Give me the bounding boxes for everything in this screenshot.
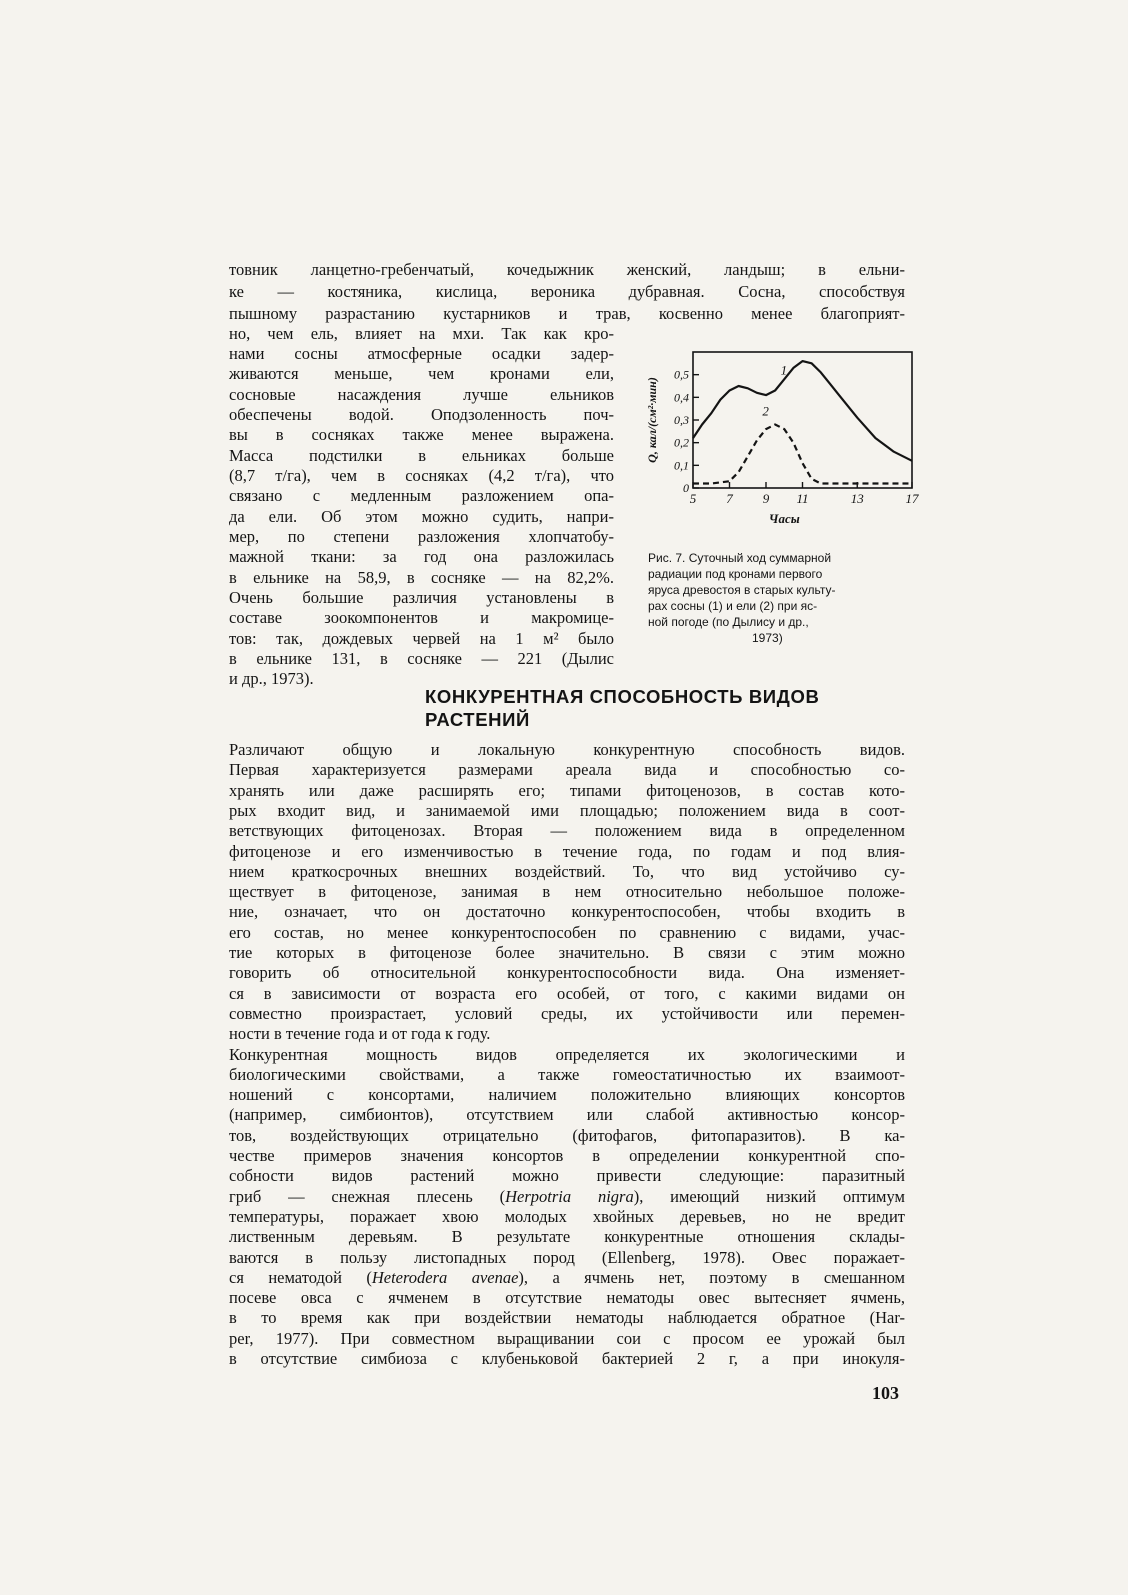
text-line: (например, симбионтов), отсутствием или слабой активностью консор-: [229, 1105, 905, 1125]
section-heading: КОНКУРЕНТНАЯ СПОСОБНОСТЬ ВИДОВ: [425, 686, 820, 707]
text-line: ке — костяника, кислица, вероника дубравная. Сосна, способствуя: [229, 282, 905, 301]
text-line: тие которых в фитоценозе более значительно. В связи с этим можно: [229, 943, 905, 962]
text-line: Первая характеризуется размерами ареала вида и способностью со-: [229, 760, 905, 780]
text-line: лиственным деревьям. В результате конкурентные отношения склады-: [229, 1227, 905, 1247]
text-line: рых входит вид, и занимаемой ими площадью; положением вида в соот-: [229, 800, 905, 820]
radiation-chart: [630, 340, 930, 525]
text-line: ние, означает, что он достаточно конкурентоспособен, чтобы входить в: [229, 902, 905, 922]
text-line: гриб — снежная плесень (Herpotria nigra), имеющий низкий оптимум: [229, 1186, 905, 1206]
text-line: нами сосны атмосферные осадки задер-: [229, 344, 614, 363]
series-line-2: [693, 425, 912, 484]
x-tick-label: 5: [689, 491, 697, 506]
x-tick-label: 13: [850, 491, 864, 506]
figure-caption-line: яруса древостоя в старых культу-: [648, 583, 836, 597]
text-line: живаются меньше, чем кронами ели,: [229, 364, 614, 383]
text-line: собности видов растений можно привести следующие: паразитный: [229, 1166, 905, 1186]
y-tick-label: 0,5: [674, 367, 689, 382]
text-line: ности в течение года и от года к году.: [229, 1024, 491, 1044]
text-line: ществует в фитоценозе, занимая в нем относительно небольшое положе-: [229, 882, 905, 902]
text-line: но, чем ель, влияет на мхи. Так как кро-: [229, 324, 614, 343]
y-tick-label: 0,4: [674, 390, 689, 405]
text-line: честве примеров значения консортов в определении конкурентной спо-: [229, 1146, 905, 1165]
text-line: Очень большие различия установлены в: [229, 588, 614, 607]
text-line: нием краткосрочных внешних воздействий. То, что вид устойчиво су-: [229, 861, 905, 881]
text-line: Масса подстилки в ельниках больше: [229, 446, 614, 465]
text-line: температуры, поражает хвою молодых хвойных деревьев, но не вредит: [229, 1206, 905, 1226]
text-line: (8,7 т/га), чем в сосняках (4,2 т/га), что: [229, 466, 614, 485]
plot-frame: [693, 352, 912, 488]
y-tick-label: 0,2: [674, 435, 689, 450]
figure-caption-line: 1973): [752, 631, 783, 645]
y-tick-label: 0,3: [674, 413, 689, 427]
text-line: ваются в пользу листопадных пород (Ellenberg, 1978). Овес поражает-: [229, 1247, 905, 1267]
text-line: в то время как при воздействии нематоды наблюдается обратное (Har-: [229, 1308, 905, 1328]
series-line-1: [693, 361, 912, 461]
text-line: совместно произрастает, условий среды, их устойчивости или перемен-: [229, 1003, 905, 1023]
text-line: мер, по степени разложения хлопчатобу-: [229, 527, 614, 546]
y-axis-label: Q, кал/(см²·мин): [645, 377, 659, 463]
text-line: и др., 1973).: [229, 669, 314, 688]
text-line: составе зоокомпонентов и макромице-: [229, 608, 614, 627]
series-label: 2: [762, 403, 769, 419]
text-line: тов: так, дождевых червей на 1 м² было: [229, 629, 614, 648]
text-line: per, 1977). При совместном выращивании сои с просом ее урожай был: [229, 1328, 905, 1348]
text-line: говорить об относительной конкурентоспособности вида. Она изменяет-: [229, 963, 905, 983]
figure-caption-line: ной погоде (по Дылису и др.,: [648, 615, 809, 629]
x-tick-label: 17: [905, 491, 919, 506]
text-line: биологическими свойствами, а также гомеостатичностью их взаимоот-: [229, 1064, 905, 1084]
text-line: ся в зависимости от возраста его особей, от того, с какими видами он: [229, 983, 905, 1003]
text-line: в ельнике 131, в сосняке — 221 (Дылис: [229, 649, 614, 668]
text-line: Конкурентная мощность видов определяется их экологическими и: [229, 1044, 905, 1064]
text-line: вы в сосняках также менее выражена.: [229, 425, 614, 444]
text-line: связано с медленным разложением опа-: [229, 486, 614, 505]
text-line: да ели. Об этом можно судить, напри-: [229, 507, 614, 526]
text-line: ношений с консортами, наличием положительно влияющих консортов: [229, 1085, 905, 1105]
text-line: посеве овса с ячменем в отсутствие нематоды овес вытесняет ячмень,: [229, 1288, 905, 1308]
text-line: товник ланцетно-гребенчатый, кочедыжник женский, ландыш; в ельни-: [229, 260, 905, 279]
x-tick-label: 7: [726, 491, 733, 506]
text-line: ся нематодой (Heterodera avenae), а ячмень нет, поэтому в смешанном: [229, 1267, 905, 1287]
y-tick-label: 0,1: [674, 458, 689, 473]
text-line: его состав, но менее конкурентоспособен по сравнению с видами, учас-: [229, 922, 905, 942]
figure-caption-line: радиации под кронами первого: [648, 567, 823, 581]
text-line: в ельнике на 58,9, в сосняке — на 82,2%.: [229, 568, 614, 587]
text-line: пышному разрастанию кустарников и трав, косвенно менее благоприят-: [229, 304, 905, 323]
x-tick-label: 9: [762, 491, 770, 506]
page-number: 103: [872, 1383, 899, 1403]
text-line: сосновые насаждения лучше ельников: [229, 385, 614, 404]
text-line: Различают общую и локальную конкурентную способность видов.: [229, 740, 905, 759]
series-label: 1: [780, 362, 788, 378]
text-line: хранять или даже расширять его; типами фитоценозов, в состав кото-: [229, 780, 905, 800]
y-tick-label: 0: [683, 481, 689, 495]
figure-caption-line: рах сосны (1) и ели (2) при яс-: [648, 599, 818, 613]
text-line: фитоценозе и его изменчивостью в течение года, по годам и под влия-: [229, 841, 905, 861]
text-line: обеспечены водой. Оподзоленность поч-: [229, 405, 614, 424]
text-line: тов, воздействующих отрицательно (фитофагов, фитопаразитов). В ка-: [229, 1125, 905, 1145]
section-heading: РАСТЕНИЙ: [425, 709, 530, 730]
x-tick-label: 11: [796, 491, 809, 506]
x-axis-label: Часы: [768, 511, 800, 525]
text-line: ветствующих фитоценозах. Вторая — положением вида в определенном: [229, 821, 905, 841]
text-line: в отсутствие симбиоза с клубеньковой бактерией 2 г, а при инокуля-: [229, 1349, 905, 1368]
figure-caption-line: Рис. 7. Суточный ход суммарной: [648, 551, 832, 565]
text-line: мажной ткани: за год она разложилась: [229, 547, 614, 566]
